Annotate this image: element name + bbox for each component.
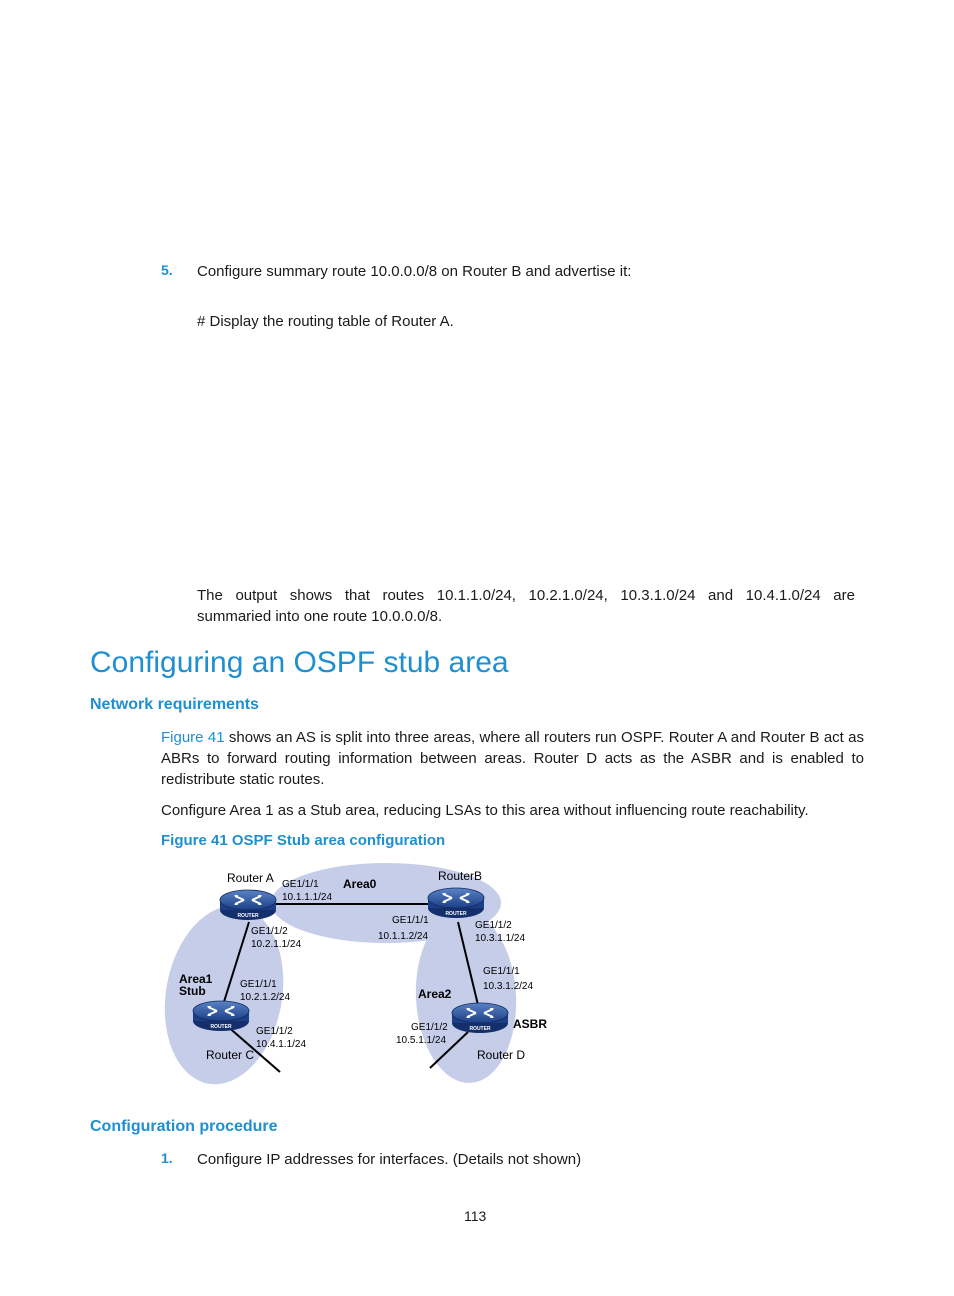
router-c-icon [193,1001,249,1031]
b-ge1-name: GE1/1/1 [392,915,429,926]
configuration-procedure-heading: Configuration procedure [90,1118,278,1135]
router-a-icon [220,890,276,920]
requirements-line1-text: shows an AS is split into three areas, where all routers run OSPF. Router A and Router B act as [224,729,865,746]
svg-text:ROUTER: ROUTER [469,1026,491,1032]
router-d-label: Router D [477,1048,526,1062]
router-c-label: Router C [206,1048,255,1062]
d-ge2-name: GE1/1/2 [411,1022,448,1033]
a-ge1-name: GE1/1/1 [282,879,319,890]
requirements-para2: Configure Area 1 as a Stub area, reducing LSAs to this area without influencing route reachability. [161,802,809,819]
d-ge2-ip: 10.5.1.1/24 [396,1035,447,1046]
b-ge2-name: GE1/1/2 [475,920,512,931]
requirements-line2: ABRs to forward routing information between areas. Router D acts as the ASBR and is enabled to [161,750,864,767]
requirements-line1 [161,727,864,748]
a-ge1-ip: 10.1.1.1/24 [282,892,333,903]
router-b-icon [428,888,484,918]
output-summary-line2: summaried into one route 10.0.0.0/8. [197,608,443,625]
step-number: 5. [161,262,173,278]
section-title: Configuring an OSPF stub area [90,646,509,679]
c-ge2-ip: 10.4.1.1/24 [256,1039,307,1050]
figure-41-link[interactable]: Figure 41 [161,729,225,746]
c-ge1-ip: 10.2.1.2/24 [240,992,291,1003]
area0-label: Area0 [343,877,377,891]
step-text: Configure summary route 10.0.0.0/8 on Router B and advertise it: [197,263,632,280]
area1-label: Area1 [179,972,213,986]
display-note: # Display the routing table of Router A. [197,313,454,330]
stub-label: Stub [179,984,206,998]
router-d-icon [452,1003,508,1033]
area2-label: Area2 [418,987,452,1001]
a-ge2-name: GE1/1/2 [251,926,288,937]
c-ge1-name: GE1/1/1 [240,979,277,990]
svg-text:ROUTER: ROUTER [210,1024,232,1030]
d-ge1-ip: 10.3.1.2/24 [483,981,534,992]
router-b-label: RouterB [438,869,483,883]
page-number: 113 [464,1208,487,1224]
network-requirements-heading: Network requirements [90,696,259,713]
d-ge1-name: GE1/1/1 [483,966,520,977]
svg-text:ROUTER: ROUTER [445,911,467,917]
router-a-label: Router A [227,871,274,885]
c-ge2-name: GE1/1/2 [256,1026,293,1037]
svg-text:ROUTER: ROUTER [237,913,259,919]
b-ge1-ip: 10.1.1.2/24 [378,931,429,942]
asbr-label: ASBR [513,1017,548,1031]
output-summary-line1: The output shows that routes 10.1.1.0/24, 10.2.1.0/24, 10.3.1.0/24 and 10.4.1.0/24 are [197,587,855,604]
b-ge2-ip: 10.3.1.1/24 [475,933,526,944]
step1-text: Configure IP addresses for interfaces. (Details not shown) [197,1151,582,1168]
ospf-stub-diagram [160,860,580,1090]
figure-caption: Figure 41 OSPF Stub area configuration [161,832,446,849]
step1-number: 1. [161,1150,173,1166]
a-ge2-ip: 10.2.1.1/24 [251,939,302,950]
requirements-line3: redistribute static routes. [161,771,325,788]
